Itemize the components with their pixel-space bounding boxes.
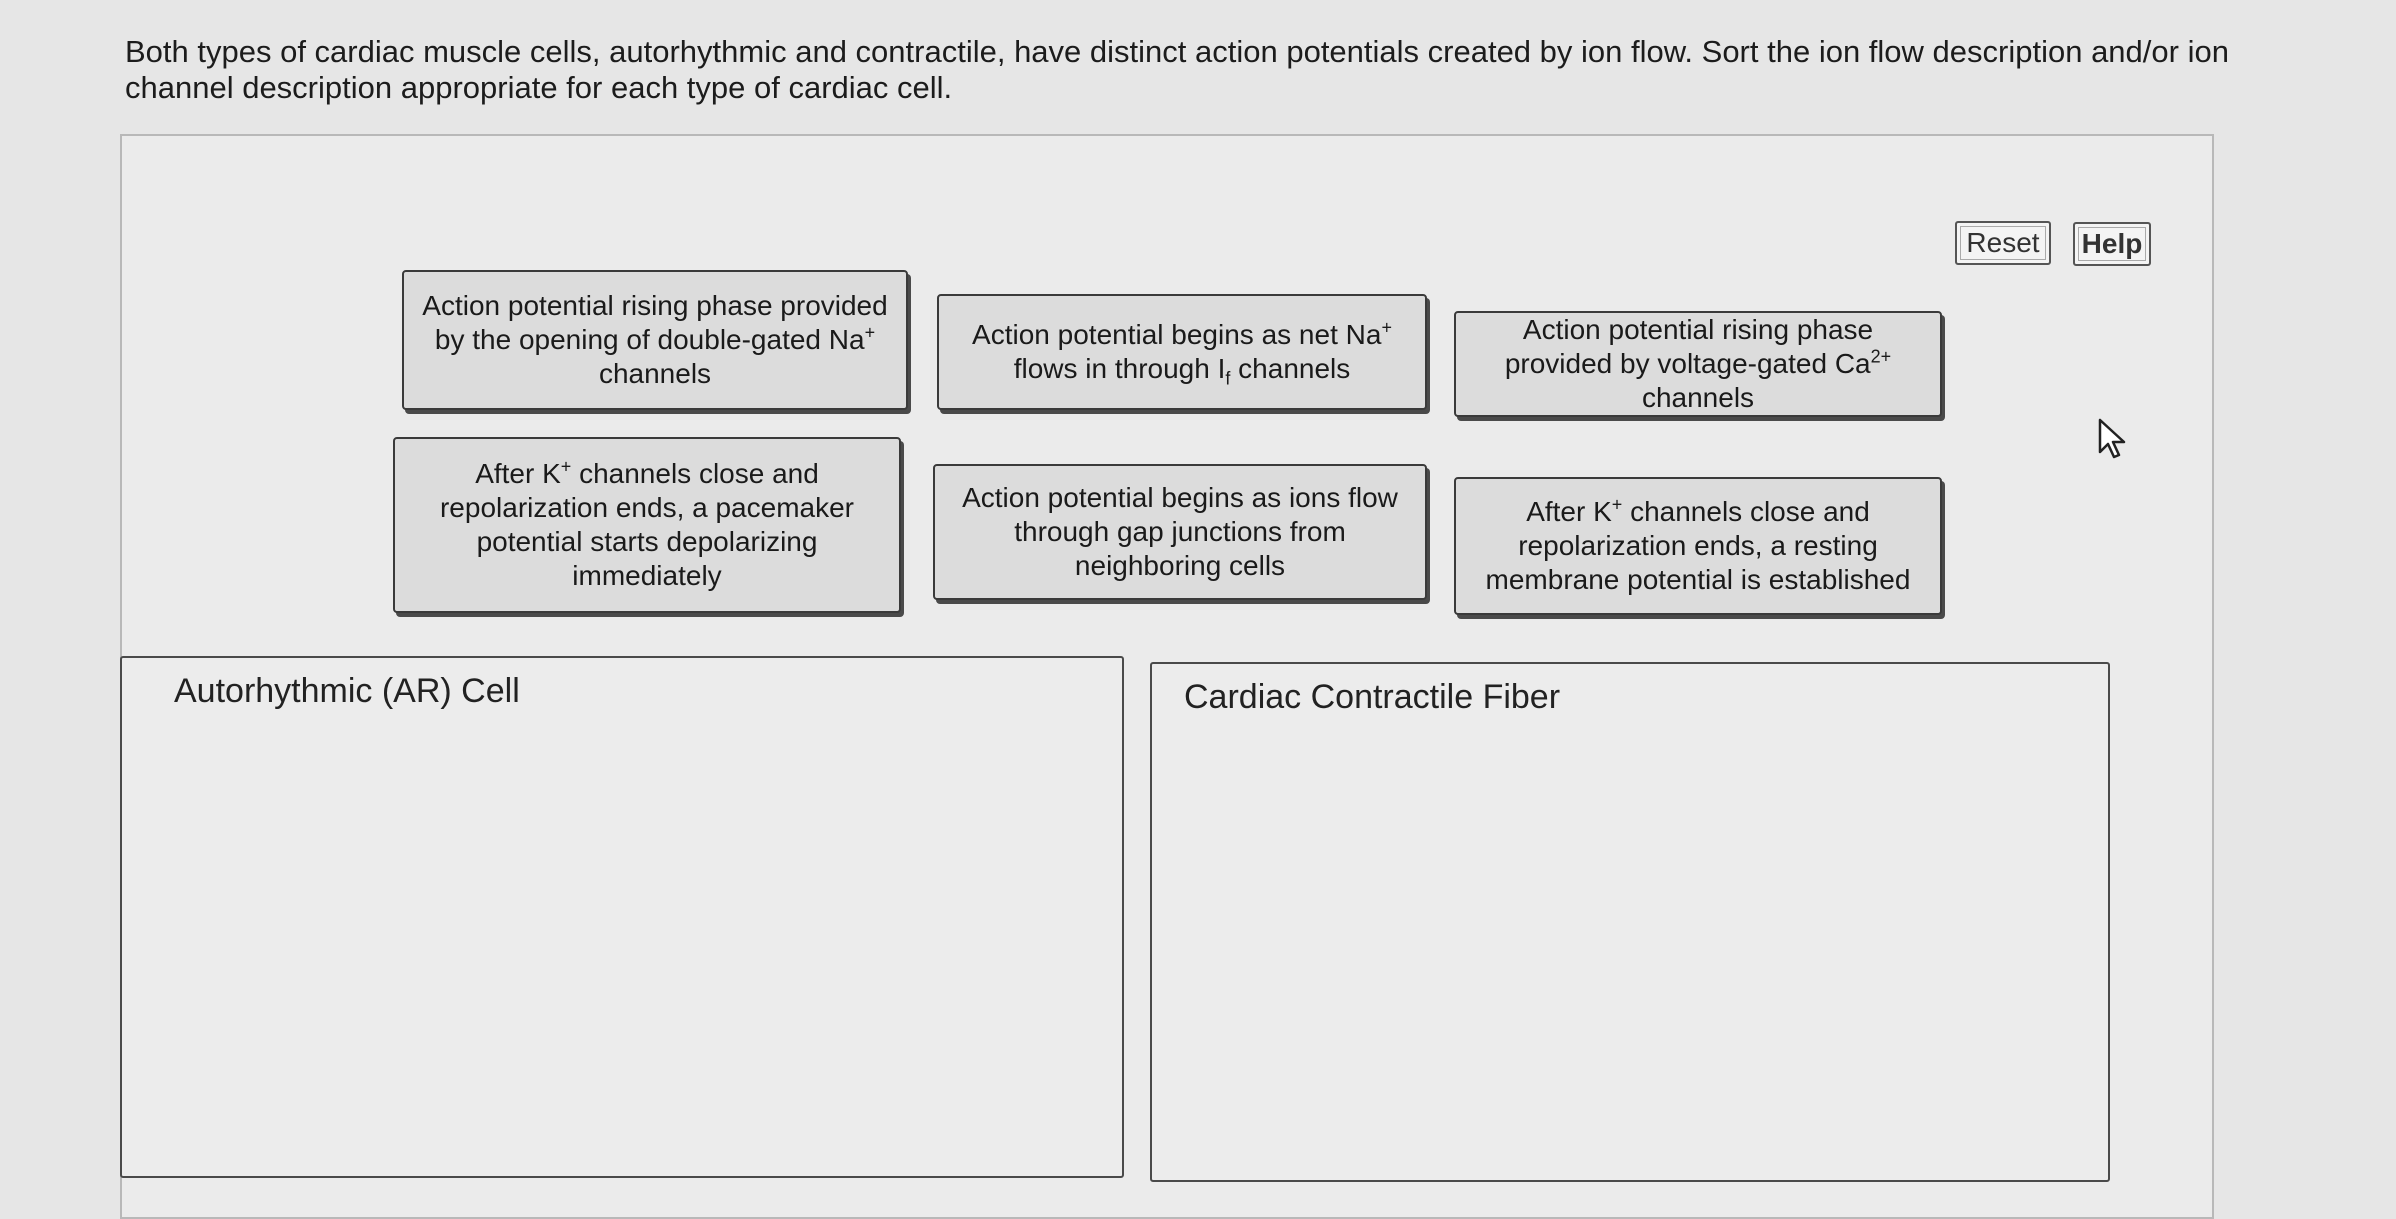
question-prompt: Both types of cardiac muscle cells, autorhythmic and contractile, have distinct action potentials created by ion flow. Sort the ion flow description and/or ion channel description appropriate for each type of cardiac cell.: [125, 34, 2229, 105]
drop-zone-autorhythmic[interactable]: [120, 656, 1124, 1178]
draggable-tile-pacemaker-potential[interactable]: [393, 437, 901, 613]
tile-label: After K+ channels close and repolarization ends, a resting membrane potential is established: [1485, 494, 1911, 595]
tile-label: After K+ channels close and repolarization ends, a pacemaker potential starts depolarizing immediately: [439, 456, 854, 591]
mouse-pointer-icon: [2097, 418, 2127, 460]
draggable-tile-double-gated-na[interactable]: [402, 270, 908, 410]
drop-zone-title: Autorhythmic (AR) Cell: [174, 672, 520, 710]
help-button[interactable]: Help: [2073, 222, 2151, 266]
tile-label: Action potential begins as net Na+ flows in through $I_f$ channels: [972, 317, 1392, 389]
tile-label: Action potential rising phase provided by voltage-gated $Ca^{2+}$ channels: [1504, 314, 1892, 413]
draggable-tile-if-channels[interactable]: [937, 294, 1427, 410]
reset-button[interactable]: Reset: [1955, 221, 2051, 265]
draggable-tile-resting-membrane-potential[interactable]: [1454, 477, 1942, 615]
tile-label: Action potential rising phase provided by the opening of double-gated Na+ channels: [422, 290, 888, 389]
draggable-tile-gap-junctions[interactable]: [933, 464, 1427, 600]
drop-zone-contractile[interactable]: [1150, 662, 2110, 1182]
draggable-tile-voltage-gated-ca[interactable]: [1454, 311, 1942, 417]
drop-zone-title: Cardiac Contractile Fiber: [1184, 678, 1561, 716]
tile-label: Action potential begins as ions flow through gap junctions from neighboring cells: [962, 482, 1398, 581]
